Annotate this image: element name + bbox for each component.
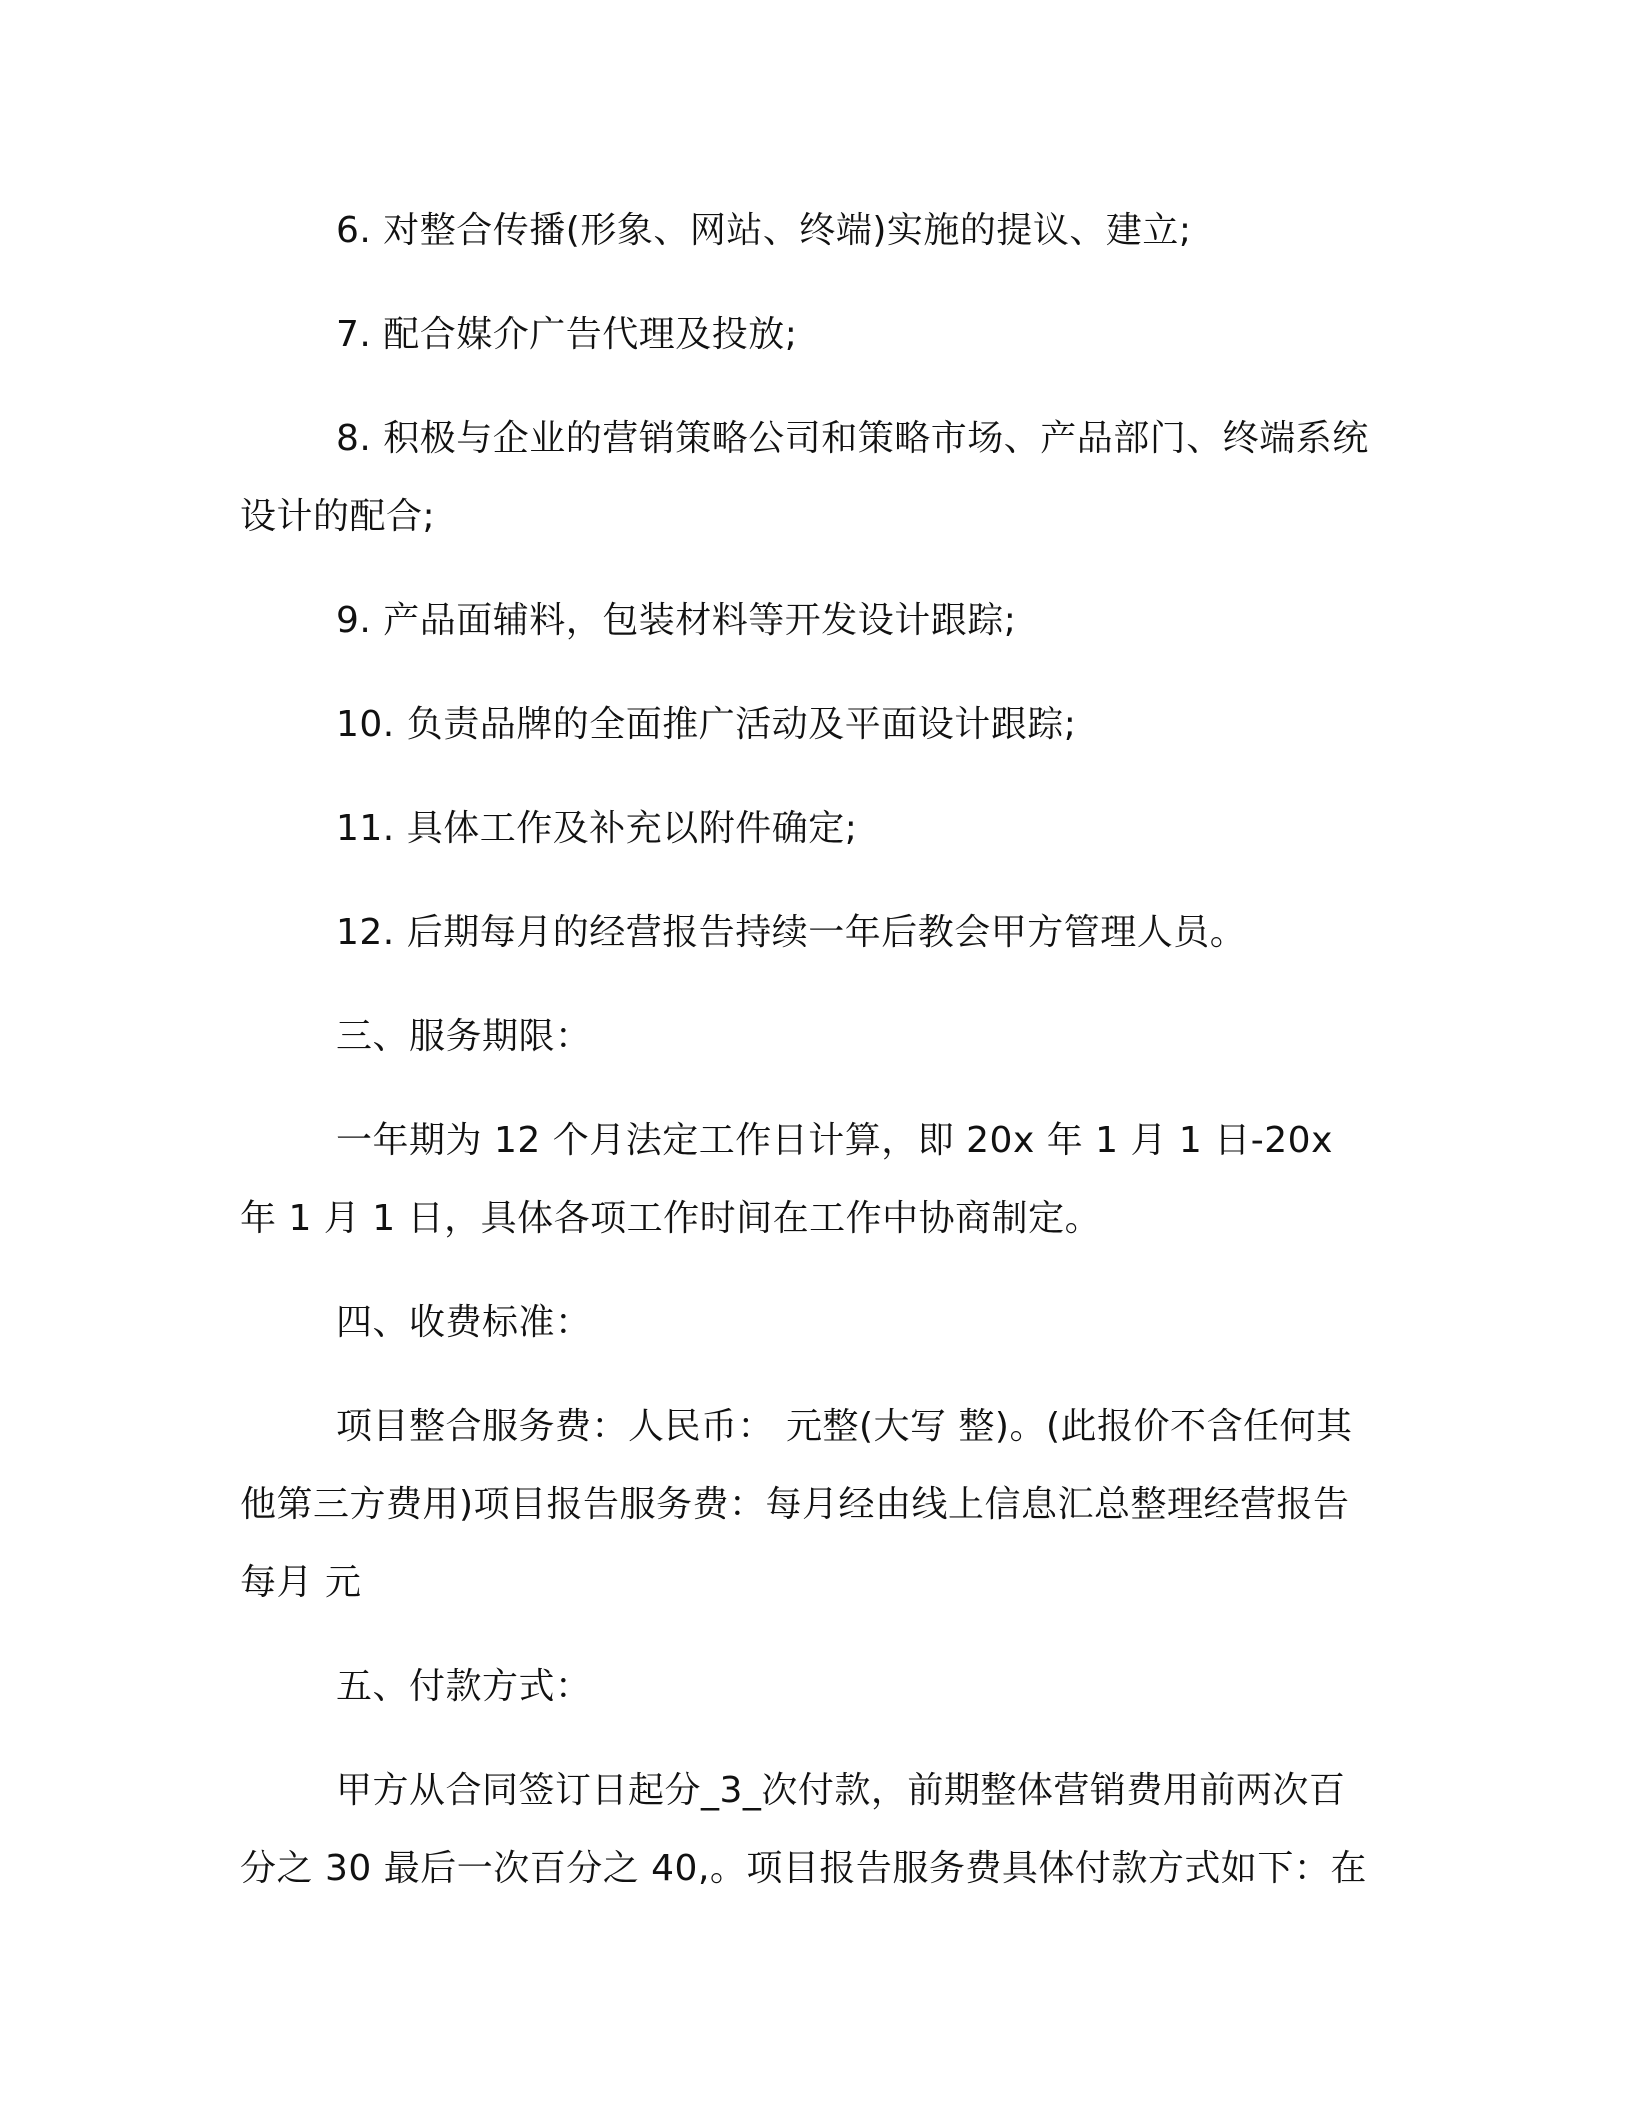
section-heading-fee-standard: 四、收费标准： [336, 1302, 592, 1343]
list-item-9: 9. 产品面辅料，包装材料等开发设计跟踪; [336, 600, 1017, 641]
payment-method-paragraph: 甲方从合同签订日起分_3_次付款，前期整体营销费用前两次百分之 30 最后一次百分之 40,。项目报告服务费具体付款方式如下：在 [240, 1770, 1367, 1889]
list-item-12: 12. 后期每月的经营报告持续一年后教会甲方管理人员。 [336, 912, 1247, 953]
list-item-6: 6. 对整合传播(形象、网站、终端)实施的提议、建立; [336, 210, 1192, 251]
fee-standard-paragraph: 项目整合服务费：人民币： 元整(大写 整)。(此报价不含任何其他第三方费用)项目报告服务费：每月经由线上信息汇总整理经营报告每月 元 [240, 1406, 1353, 1603]
service-term-paragraph: 一年期为 12 个月法定工作日计算，即 20x 年 1 月 1 日-20x 年 1 月 1 日，具体各项工作时间在工作中协商制定。 [240, 1120, 1333, 1239]
list-item-11: 11. 具体工作及补充以附件确定; [336, 808, 858, 849]
list-item-7: 7. 配合媒介广告代理及投放; [336, 314, 798, 355]
section-heading-service-term: 三、服务期限： [336, 1016, 592, 1057]
document-body [240, 192, 1380, 1934]
list-item-10: 10. 负责品牌的全面推广活动及平面设计跟踪; [336, 704, 1077, 745]
list-item-8: 8. 积极与企业的营销策略公司和策略市场、产品部门、终端系统设计的配合; [240, 418, 1369, 537]
section-heading-payment-method: 五、付款方式： [336, 1666, 592, 1707]
